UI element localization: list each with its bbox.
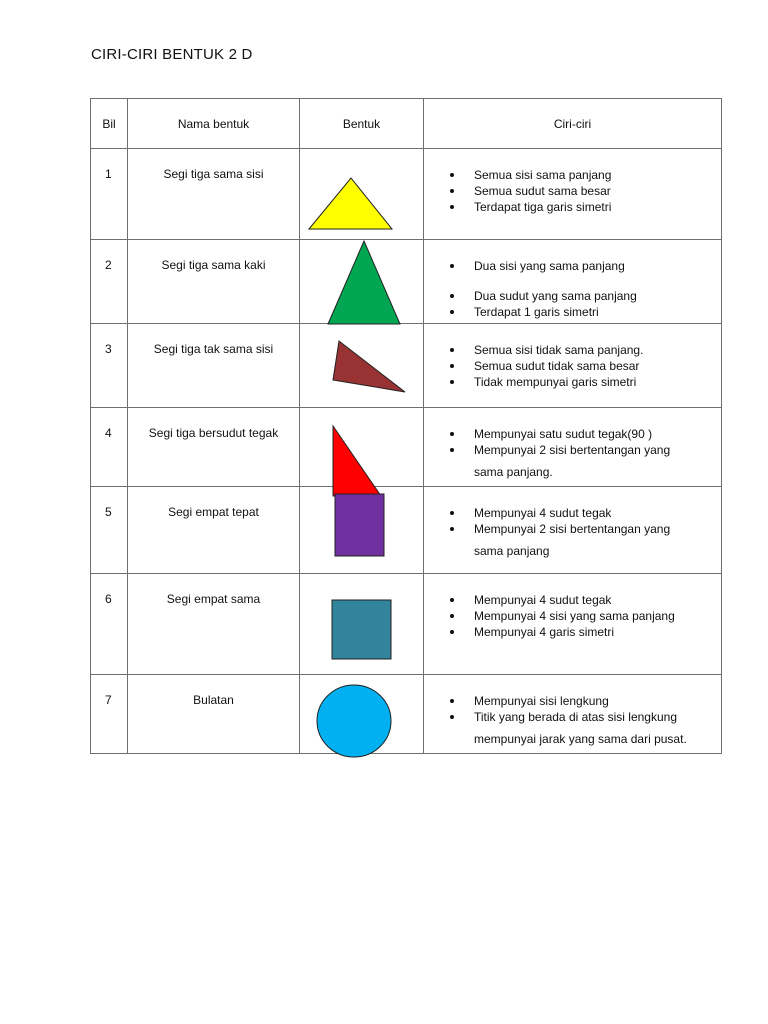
list-item: Mempunyai 4 garis simetri xyxy=(448,624,721,640)
document-title: CIRI-CIRI BENTUK 2 D xyxy=(91,46,253,63)
list-item: Mempunyai 4 sudut tegak xyxy=(448,505,721,521)
header-ciri-ciri: Ciri-ciri xyxy=(424,99,722,149)
shape-name: Segi tiga tak sama sisi xyxy=(128,324,300,408)
list-item: Terdapat tiga garis simetri xyxy=(448,199,721,215)
characteristics-cell xyxy=(424,324,722,408)
list-item-continuation: mempunyai jarak yang sama dari pusat. xyxy=(474,732,687,746)
circle xyxy=(317,685,391,757)
characteristics-cell xyxy=(424,675,722,754)
list-item: Mempunyai 4 sisi yang sama panjang xyxy=(448,608,721,624)
shape-name: Segi tiga sama kaki xyxy=(128,240,300,324)
row-number: 5 xyxy=(91,487,128,574)
list-item: Semua sudut tidak sama besar xyxy=(448,358,721,374)
shapes-table xyxy=(90,98,722,754)
table-row xyxy=(91,324,722,408)
rectangle xyxy=(335,494,384,556)
rectangle-shape xyxy=(300,487,424,574)
shape-cell xyxy=(300,408,424,487)
list-item: Semua sisi tidak sama panjang. xyxy=(448,342,721,358)
header-nama-bentuk: Nama bentuk xyxy=(128,99,300,149)
right-triangle xyxy=(333,426,381,496)
shape-cell xyxy=(300,675,424,754)
equilateral-triangle xyxy=(309,178,392,229)
equilateral-triangle-shape xyxy=(300,149,424,240)
table-header-row xyxy=(91,99,722,149)
table-row xyxy=(91,487,722,574)
list-item: Dua sudut yang sama panjang xyxy=(448,288,721,304)
characteristics-cell xyxy=(424,408,722,487)
shape-cell xyxy=(300,574,424,675)
list-item: Semua sisi sama panjang xyxy=(448,167,721,183)
shape-cell xyxy=(300,487,424,574)
shape-name: Segi tiga bersudut tegak xyxy=(128,408,300,487)
list-item: Mempunyai 2 sisi bertentangan yang xyxy=(448,442,721,458)
table-row xyxy=(91,408,722,487)
list-item: Mempunyai 4 sudut tegak xyxy=(448,592,721,608)
row-number: 3 xyxy=(91,324,128,408)
list-item: Terdapat 1 garis simetri xyxy=(448,304,721,320)
list-item: Mempunyai 2 sisi bertentangan yang xyxy=(448,521,721,537)
shape-name: Bulatan xyxy=(128,675,300,754)
characteristics-cell xyxy=(424,240,722,324)
header-bil: Bil xyxy=(91,99,128,149)
list-item-continuation: sama panjang. xyxy=(474,465,553,479)
scalene-triangle xyxy=(333,341,405,392)
list-item: Titik yang berada di atas sisi lengkung xyxy=(448,709,721,725)
table-row xyxy=(91,574,722,675)
row-number: 7 xyxy=(91,675,128,754)
row-number: 2 xyxy=(91,240,128,324)
characteristics-cell xyxy=(424,487,722,574)
shape-name: Segi empat sama xyxy=(128,574,300,675)
square-shape xyxy=(300,574,424,675)
scalene-triangle-shape xyxy=(300,324,424,408)
shape-cell xyxy=(300,324,424,408)
list-item: Dua sisi yang sama panjang xyxy=(448,258,721,274)
list-item-continuation: sama panjang xyxy=(474,544,550,558)
isosceles-triangle xyxy=(328,241,400,324)
characteristics-cell xyxy=(424,149,722,240)
header-bentuk: Bentuk xyxy=(300,99,424,149)
table-row xyxy=(91,240,722,324)
right-triangle-shape xyxy=(300,408,424,487)
row-number: 1 xyxy=(91,149,128,240)
square xyxy=(332,600,391,659)
shape-cell xyxy=(300,240,424,324)
circle-shape xyxy=(300,675,424,754)
table-row xyxy=(91,675,722,754)
shape-name: Segi tiga sama sisi xyxy=(128,149,300,240)
list-item: Mempunyai satu sudut tegak(90 ) xyxy=(448,426,721,442)
list-item: Tidak mempunyai garis simetri xyxy=(448,374,721,390)
isosceles-triangle-shape xyxy=(300,240,424,324)
characteristics-cell xyxy=(424,574,722,675)
shape-name: Segi empat tepat xyxy=(128,487,300,574)
row-number: 4 xyxy=(91,408,128,487)
shape-cell xyxy=(300,149,424,240)
row-number: 6 xyxy=(91,574,128,675)
list-item: Mempunyai sisi lengkung xyxy=(448,693,721,709)
list-item: Semua sudut sama besar xyxy=(448,183,721,199)
table-row xyxy=(91,149,722,240)
